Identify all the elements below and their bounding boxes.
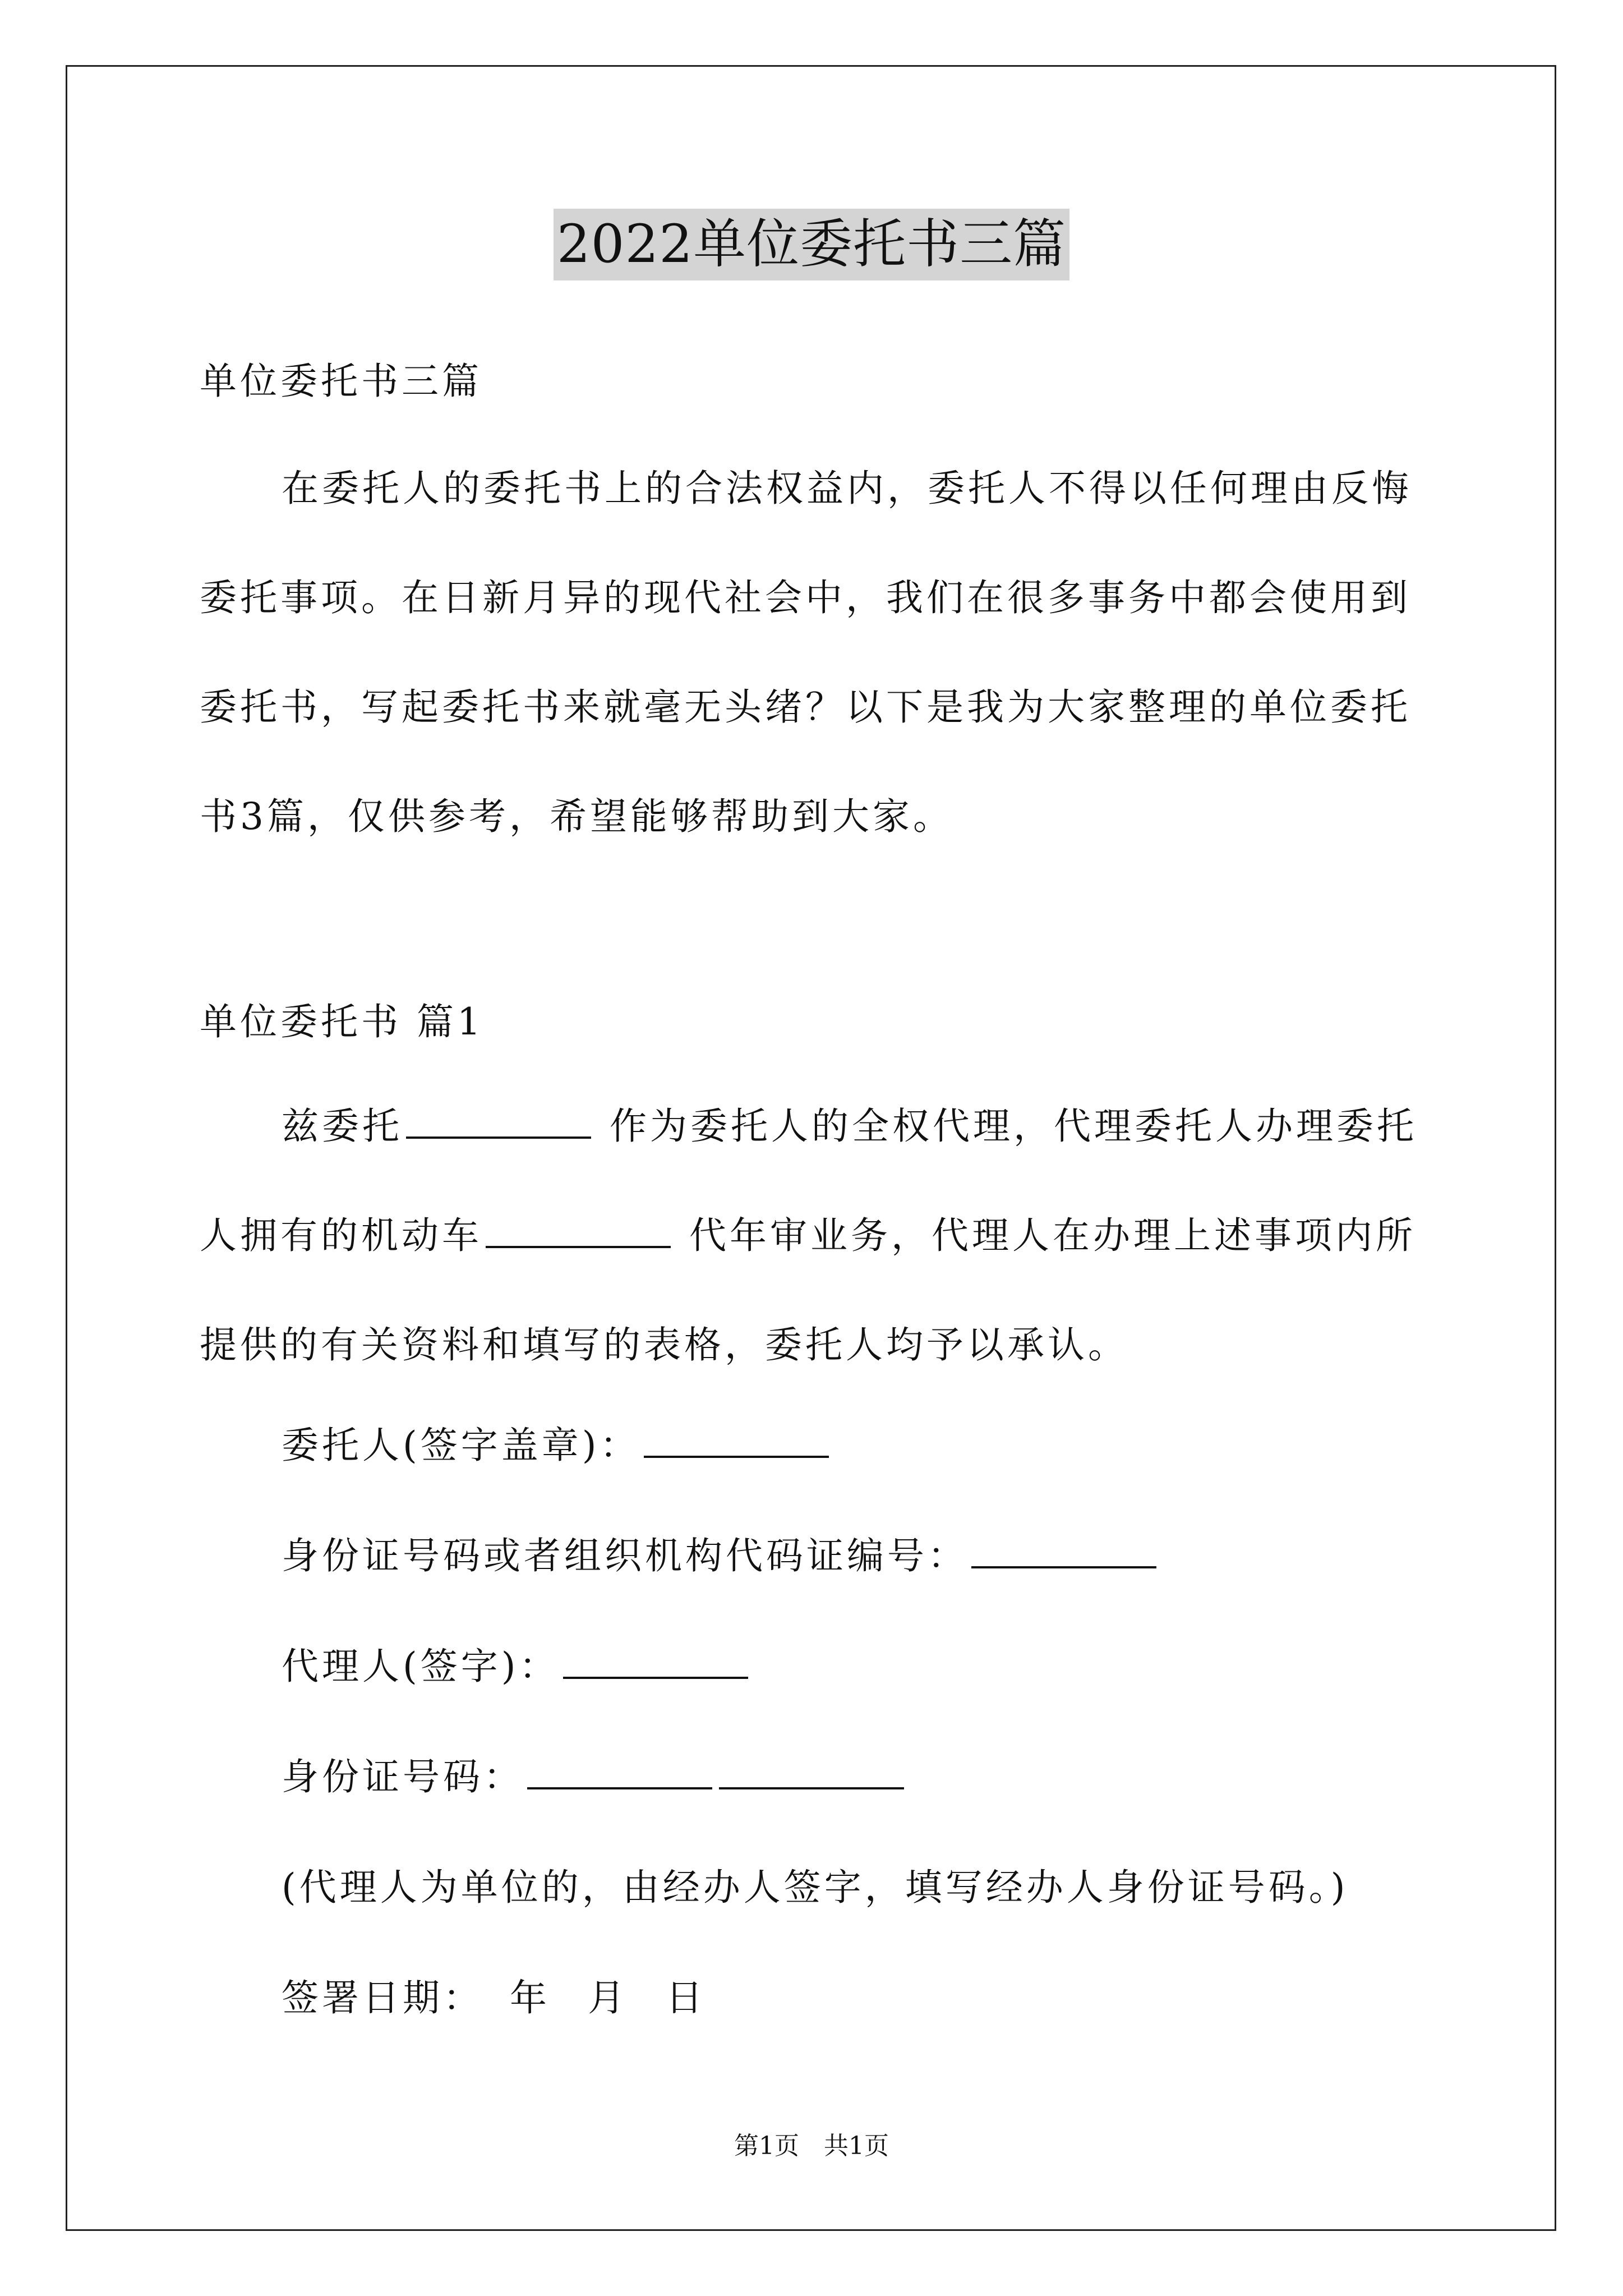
section1-paragraph <box>200 1071 1422 1400</box>
intro-text: 在委托人的委托书上的合法权益内，委托人不得以任何理由反悔委托事项。在日新月异的现代社会中，我们在很多事务中都会使用到委托书，写起委托书来就毫无头绪？以下是我为大家整理的单位委托书3篇，仅供参考，希望能够帮助到大家。 <box>200 467 1412 838</box>
year-label: 年 <box>509 1976 550 2019</box>
principal-sign-blank <box>644 1427 829 1458</box>
day-label: 日 <box>665 1976 706 2019</box>
principal-sign-line <box>200 1420 832 1471</box>
agent-sign-blank <box>563 1648 748 1679</box>
id-or-org-line <box>200 1531 1160 1581</box>
page-footer: 第1页 共1页 <box>734 2132 889 2160</box>
id-number-blank-2 <box>719 1758 904 1789</box>
sign-date-line <box>200 1973 706 2023</box>
agent-note: (代理人为单位的，由经办人签字，填写经办人身份证号码。) <box>282 1866 1349 1909</box>
id-number-blank-1 <box>527 1758 712 1789</box>
title-area <box>0 209 1623 280</box>
section1-text-b: 作为委托人的全权代理，代理委托人办理委托人拥有的机动车 <box>200 1105 1417 1257</box>
sign-date-label: 签署日期： <box>282 1976 483 2019</box>
section1-text-a: 兹委托 <box>282 1105 403 1148</box>
id-or-org-blank <box>971 1537 1156 1568</box>
id-number-label: 身份证号码： <box>282 1755 524 1798</box>
principal-sign-label: 委托人(签字盖章)： <box>282 1424 640 1467</box>
agent-sign-label: 代理人(签字)： <box>282 1645 560 1688</box>
intro-paragraph <box>200 434 1422 871</box>
id-number-line <box>200 1752 907 1802</box>
section1-text-c: 代年审业务，代理人在办理上述事项内所提供的有关资料和填写的表格，委托人均予以承认。 <box>200 1214 1416 1366</box>
agent-sign-line <box>200 1641 751 1692</box>
document-title: 2022单位委托书三篇 <box>554 209 1069 280</box>
month-label: 月 <box>587 1976 628 2019</box>
section1-heading: 单位委托书 篇1 <box>200 1000 484 1043</box>
subtitle: 单位委托书三篇 <box>200 360 482 403</box>
agent-name-blank <box>406 1107 591 1139</box>
vehicle-blank <box>486 1217 671 1248</box>
section1-text <box>200 1071 1422 1400</box>
id-or-org-label: 身份证号码或者组织机构代码证编号： <box>282 1534 968 1577</box>
